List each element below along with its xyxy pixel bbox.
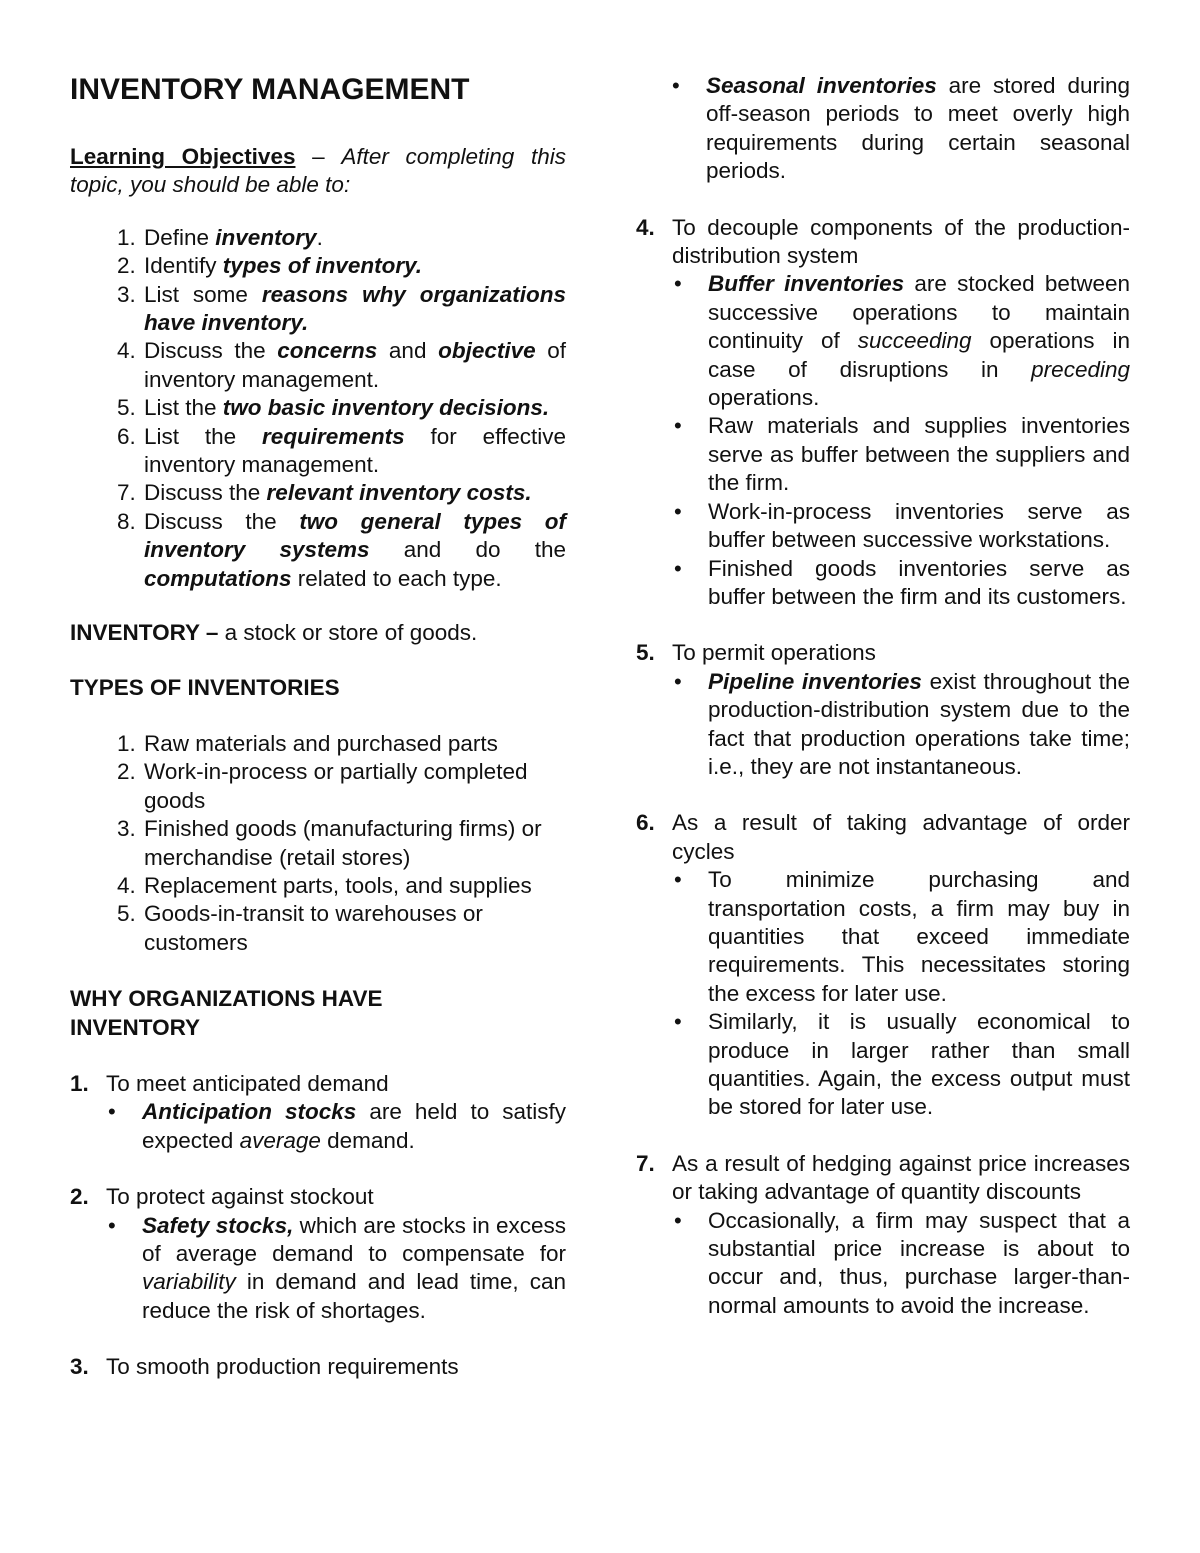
list-item: • Buffer inventories are stocked between successive operations to maintain continuity of succeeding operations in case of disruptions in preceding operations. (708, 270, 1130, 412)
list-item: 3. Finished goods (manufacturing firms) or merchandise (retail stores) (142, 815, 566, 872)
reason-5: 5. To permit operations • Pipeline inventories exist throughout the production-distribution system due to the fact that production operations take time; i.e., they are not instantaneous. (636, 639, 1130, 781)
learning-objectives-intro: Learning Objectives – After completing this topic, you should be able to: (70, 144, 566, 198)
list-item: • Similarly, it is usually economical to produce in larger rather than small quantities. Again, the excess output must be stored for later use. (708, 1008, 1130, 1122)
left-column (70, 72, 566, 1382)
reason-1: 1. To meet anticipated demand • Anticipation stocks are held to satisfy expected average demand. (70, 1070, 566, 1155)
list-item: • Anticipation stocks are held to satisfy expected average demand. (142, 1098, 566, 1155)
list-item: 3. List some reasons why organizations have inventory. (142, 281, 566, 338)
list-item: • Occasionally, a firm may suspect that a substantial price increase is about to occur and, thus, purchase larger-than-normal amounts to avoid the increase. (708, 1207, 1130, 1321)
list-item: • Raw materials and supplies inventories serve as buffer between the suppliers and the firm. (708, 412, 1130, 497)
reason-4: 4. To decouple components of the production-distribution system • Buffer inventories are stocked between successive operations to maintain continuity of succeeding operations in case of disruptions in preceding operations. • Raw materials and supplies inventories serve as buffer between the suppliers and the firm. • Work-in-process inventories serve as buffer between successive workstations. • Finished goods inventories serve as buffer between the firm and its customers. (636, 214, 1130, 612)
list-item: 8. Discuss the two general types of inventory systems and do the computations related to each type. (142, 508, 566, 593)
list-item: 1. Raw materials and purchased parts (142, 730, 566, 758)
reason-3-bullets (636, 72, 1130, 186)
list-item: • Safety stocks, which are stocks in excess of average demand to compensate for variability in demand and lead time, can reduce the risk of shortages. (142, 1212, 566, 1326)
list-item: 7. Discuss the relevant inventory costs. (142, 479, 566, 507)
list-item: 2. Work-in-process or partially completed goods (142, 758, 566, 815)
inventory-definition: INVENTORY – a stock or store of goods. (70, 620, 478, 646)
types-list (70, 730, 566, 957)
reason-2: 2. To protect against stockout • Safety stocks, which are stocks in excess of average demand to compensate for variability in demand and lead time, can reduce the risk of shortages. (70, 1183, 566, 1325)
reason-3: 3. To smooth production requirements (70, 1354, 459, 1380)
list-item: 5. List the two basic inventory decisions. (142, 394, 566, 422)
reason-6: 6. As a result of taking advantage of order cycles • To minimize purchasing and transportation costs, a firm may buy in quantities that exceed immediate requirements. This necessitates storing the excess for later use. • Similarly, it is usually economical to produce in larger rather than small quantities. Again, the excess output must be stored for later use. (636, 809, 1130, 1121)
list-item: • Seasonal inventories are stored during off-season periods to meet overly high requirements during certain seasonal periods. (706, 72, 1130, 186)
types-heading: TYPES OF INVENTORIES (70, 674, 340, 700)
list-item: 1. Define inventory. (142, 224, 566, 252)
learning-objectives-heading: Learning Objectives (70, 144, 296, 169)
list-item: • To minimize purchasing and transportation costs, a firm may buy in quantities that exceed immediate requirements. This necessitates storing the excess for later use. (708, 866, 1130, 1008)
list-item: 4. Discuss the concerns and objective of inventory management. (142, 337, 566, 394)
right-column (636, 72, 1130, 1320)
list-item: 2. Identify types of inventory. (142, 252, 566, 280)
objectives-list (70, 224, 566, 593)
page-title: INVENTORY MANAGEMENT (70, 73, 470, 106)
why-heading: WHY ORGANIZATIONS HAVE INVENTORY (70, 986, 383, 1040)
list-item: 5. Goods-in-transit to warehouses or customers (142, 900, 566, 957)
list-item: • Pipeline inventories exist throughout the production-distribution system due to the fact that production operations take time; i.e., they are not instantaneous. (708, 668, 1130, 782)
list-item: • Finished goods inventories serve as buffer between the firm and its customers. (708, 555, 1130, 612)
reason-7: 7. As a result of hedging against price increases or taking advantage of quantity discounts • Occasionally, a firm may suspect that a substantial price increase is about to occur and, thus, purchase larger-than-normal amounts to avoid the increase. (636, 1150, 1130, 1320)
list-item: 4. Replacement parts, tools, and supplies (142, 872, 566, 900)
list-item: 6. List the requirements for effective inventory management. (142, 423, 566, 480)
list-item: • Work-in-process inventories serve as buffer between successive workstations. (708, 498, 1130, 555)
